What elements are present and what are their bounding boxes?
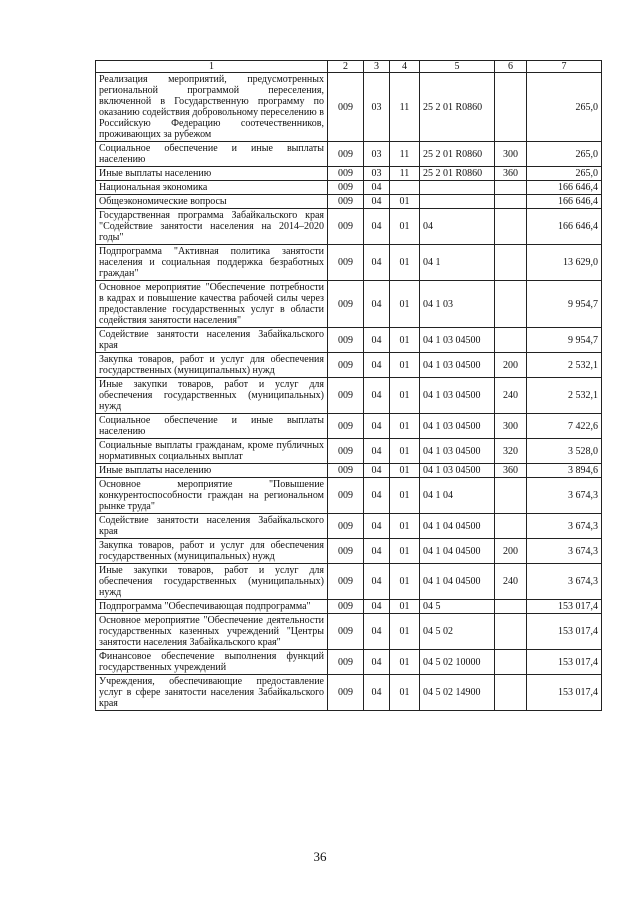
table-row: [96, 650, 602, 675]
amount-cell: 3 528,0: [527, 439, 602, 464]
subsection-code-cell: 11: [390, 73, 420, 142]
table-header-row: [96, 61, 602, 73]
target-article-cell: [420, 195, 495, 209]
expense-type-cell: [495, 73, 527, 142]
amount-cell: 265,0: [527, 142, 602, 167]
expense-type-cell: [495, 181, 527, 195]
row-name-cell: Финансовое обеспечение выполнения функций государственных учреждений: [96, 650, 328, 675]
target-article-cell: 04 1 04 04500: [420, 539, 495, 564]
expense-type-cell: [495, 281, 527, 328]
amount-cell: 9 954,7: [527, 281, 602, 328]
expense-type-cell: 300: [495, 414, 527, 439]
amount-cell: 153 017,4: [527, 650, 602, 675]
target-article-cell: 04 5 02: [420, 614, 495, 650]
header-cell: 4: [390, 61, 420, 73]
subsection-code-cell: 01: [390, 353, 420, 378]
target-article-cell: 25 2 01 R0860: [420, 73, 495, 142]
subsection-code-cell: 01: [390, 600, 420, 614]
row-name-cell: Общеэкономические вопросы: [96, 195, 328, 209]
row-name-cell: Иные закупки товаров, работ и услуг для обеспечения государственных (муниципальных) нужд: [96, 564, 328, 600]
row-name-cell: Основное мероприятие "Повышение конкурентоспособности граждан на региональном рынке труда": [96, 478, 328, 514]
table-row: [96, 142, 602, 167]
chapter-code-cell: 009: [328, 464, 364, 478]
section-code-cell: 04: [364, 600, 390, 614]
target-article-cell: 04 5 02 10000: [420, 650, 495, 675]
amount-cell: 3 674,3: [527, 564, 602, 600]
chapter-code-cell: 009: [328, 378, 364, 414]
amount-cell: 153 017,4: [527, 600, 602, 614]
target-article-cell: [420, 181, 495, 195]
budget-table-body: [96, 61, 602, 711]
target-article-cell: 04 1: [420, 245, 495, 281]
table-row: [96, 439, 602, 464]
subsection-code-cell: 01: [390, 378, 420, 414]
section-code-cell: 04: [364, 614, 390, 650]
section-code-cell: 04: [364, 281, 390, 328]
subsection-code-cell: 01: [390, 564, 420, 600]
table-row: [96, 378, 602, 414]
target-article-cell: 04 1 04: [420, 478, 495, 514]
target-article-cell: 04: [420, 209, 495, 245]
chapter-code-cell: 009: [328, 195, 364, 209]
section-code-cell: 04: [364, 514, 390, 539]
row-name-cell: Национальная экономика: [96, 181, 328, 195]
row-name-cell: Подпрограмма "Активная политика занятости населения и социальная поддержка безработных граждан": [96, 245, 328, 281]
chapter-code-cell: 009: [328, 245, 364, 281]
target-article-cell: 04 1 03 04500: [420, 464, 495, 478]
section-code-cell: 04: [364, 564, 390, 600]
amount-cell: 153 017,4: [527, 675, 602, 711]
row-name-cell: Иные выплаты населению: [96, 464, 328, 478]
section-code-cell: 04: [364, 650, 390, 675]
target-article-cell: 04 5: [420, 600, 495, 614]
target-article-cell: 04 1 03: [420, 281, 495, 328]
chapter-code-cell: 009: [328, 514, 364, 539]
row-name-cell: Содействие занятости населения Забайкальского края: [96, 328, 328, 353]
row-name-cell: Иные выплаты населению: [96, 167, 328, 181]
expense-type-cell: 200: [495, 539, 527, 564]
chapter-code-cell: 009: [328, 564, 364, 600]
table-row: [96, 478, 602, 514]
table-row: [96, 328, 602, 353]
subsection-code-cell: 01: [390, 245, 420, 281]
subsection-code-cell: 01: [390, 414, 420, 439]
chapter-code-cell: 009: [328, 600, 364, 614]
target-article-cell: 04 1 03 04500: [420, 328, 495, 353]
amount-cell: 9 954,7: [527, 328, 602, 353]
table-row: [96, 514, 602, 539]
chapter-code-cell: 009: [328, 414, 364, 439]
subsection-code-cell: 01: [390, 675, 420, 711]
subsection-code-cell: 01: [390, 195, 420, 209]
chapter-code-cell: 009: [328, 328, 364, 353]
subsection-code-cell: 01: [390, 281, 420, 328]
table-row: [96, 600, 602, 614]
budget-table: [95, 60, 602, 711]
row-name-cell: Закупка товаров, работ и услуг для обеспечения государственных (муниципальных) нужд: [96, 353, 328, 378]
subsection-code-cell: 01: [390, 439, 420, 464]
expense-type-cell: 360: [495, 464, 527, 478]
header-cell: 3: [364, 61, 390, 73]
expense-type-cell: [495, 209, 527, 245]
subsection-code-cell: 01: [390, 614, 420, 650]
section-code-cell: 04: [364, 378, 390, 414]
amount-cell: 3 674,3: [527, 539, 602, 564]
amount-cell: 3 894,6: [527, 464, 602, 478]
header-cell: 1: [96, 61, 328, 73]
row-name-cell: Учреждения, обеспечивающие предоставление услуг в сфере занятости населения Забайкальского края: [96, 675, 328, 711]
section-code-cell: 04: [364, 353, 390, 378]
expense-type-cell: [495, 600, 527, 614]
row-name-cell: Основное мероприятие "Обеспечение потребности в кадрах и повышение качества рабочей силы через предоставление государственных услуг в области содействия занятости населения": [96, 281, 328, 328]
subsection-code-cell: 01: [390, 328, 420, 353]
row-name-cell: Содействие занятости населения Забайкальского края: [96, 514, 328, 539]
row-name-cell: Государственная программа Забайкальского края "Содействие занятости населения на 2014–2020 годы": [96, 209, 328, 245]
row-name-cell: Подпрограмма "Обеспечивающая подпрограмма": [96, 600, 328, 614]
chapter-code-cell: 009: [328, 209, 364, 245]
target-article-cell: 04 1 04 04500: [420, 564, 495, 600]
amount-cell: 166 646,4: [527, 209, 602, 245]
table-row: [96, 181, 602, 195]
target-article-cell: 25 2 01 R0860: [420, 167, 495, 181]
row-name-cell: Социальные выплаты гражданам, кроме публичных нормативных социальных выплат: [96, 439, 328, 464]
header-cell: 6: [495, 61, 527, 73]
amount-cell: 2 532,1: [527, 353, 602, 378]
table-row: [96, 245, 602, 281]
subsection-code-cell: 11: [390, 142, 420, 167]
chapter-code-cell: 009: [328, 675, 364, 711]
expense-type-cell: [495, 514, 527, 539]
header-cell: 2: [328, 61, 364, 73]
section-code-cell: 04: [364, 414, 390, 439]
table-row: [96, 353, 602, 378]
table-row: [96, 539, 602, 564]
subsection-code-cell: [390, 181, 420, 195]
table-row: [96, 281, 602, 328]
target-article-cell: 04 1 04 04500: [420, 514, 495, 539]
amount-cell: 13 629,0: [527, 245, 602, 281]
section-code-cell: 03: [364, 167, 390, 181]
section-code-cell: 03: [364, 73, 390, 142]
amount-cell: 265,0: [527, 167, 602, 181]
subsection-code-cell: 11: [390, 167, 420, 181]
expense-type-cell: [495, 328, 527, 353]
chapter-code-cell: 009: [328, 281, 364, 328]
amount-cell: 166 646,4: [527, 195, 602, 209]
section-code-cell: 04: [364, 181, 390, 195]
subsection-code-cell: 01: [390, 514, 420, 539]
subsection-code-cell: 01: [390, 464, 420, 478]
expense-type-cell: 320: [495, 439, 527, 464]
table-row: [96, 564, 602, 600]
expense-type-cell: 240: [495, 378, 527, 414]
expense-type-cell: [495, 614, 527, 650]
section-code-cell: 04: [364, 439, 390, 464]
amount-cell: 3 674,3: [527, 478, 602, 514]
amount-cell: 7 422,6: [527, 414, 602, 439]
target-article-cell: 04 1 03 04500: [420, 353, 495, 378]
table-row: [96, 675, 602, 711]
expense-type-cell: [495, 650, 527, 675]
expense-type-cell: [495, 195, 527, 209]
subsection-code-cell: 01: [390, 478, 420, 514]
subsection-code-cell: 01: [390, 539, 420, 564]
amount-cell: 3 674,3: [527, 514, 602, 539]
table-row: [96, 167, 602, 181]
row-name-cell: Социальное обеспечение и иные выплаты населению: [96, 414, 328, 439]
section-code-cell: 04: [364, 195, 390, 209]
expense-type-cell: 240: [495, 564, 527, 600]
table-row: [96, 209, 602, 245]
chapter-code-cell: 009: [328, 439, 364, 464]
chapter-code-cell: 009: [328, 353, 364, 378]
row-name-cell: Иные закупки товаров, работ и услуг для обеспечения государственных (муниципальных) нужд: [96, 378, 328, 414]
section-code-cell: 04: [364, 328, 390, 353]
header-cell: 5: [420, 61, 495, 73]
expense-type-cell: 200: [495, 353, 527, 378]
section-code-cell: 04: [364, 539, 390, 564]
section-code-cell: 03: [364, 142, 390, 167]
expense-type-cell: 360: [495, 167, 527, 181]
row-name-cell: Основное мероприятие "Обеспечение деятельности государственных казенных учреждений "Центры занятости населения Забайкальского края": [96, 614, 328, 650]
chapter-code-cell: 009: [328, 142, 364, 167]
expense-type-cell: [495, 478, 527, 514]
table-row: [96, 464, 602, 478]
row-name-cell: Закупка товаров, работ и услуг для обеспечения государственных (муниципальных) нужд: [96, 539, 328, 564]
amount-cell: 2 532,1: [527, 378, 602, 414]
target-article-cell: 04 1 03 04500: [420, 414, 495, 439]
page-number: 36: [313, 849, 327, 864]
chapter-code-cell: 009: [328, 650, 364, 675]
chapter-code-cell: 009: [328, 478, 364, 514]
chapter-code-cell: 009: [328, 167, 364, 181]
header-cell: 7: [527, 61, 602, 73]
amount-cell: 153 017,4: [527, 614, 602, 650]
subsection-code-cell: 01: [390, 650, 420, 675]
amount-cell: 265,0: [527, 73, 602, 142]
expense-type-cell: 300: [495, 142, 527, 167]
row-name-cell: Реализация мероприятий, предусмотренных региональной программой переселения, включенной в Государственную программу по оказанию содействия добровольному переселению в Российскую Федерацию соотечественников, проживающих за рубежом: [96, 73, 328, 142]
expense-type-cell: [495, 675, 527, 711]
target-article-cell: 25 2 01 R0860: [420, 142, 495, 167]
section-code-cell: 04: [364, 209, 390, 245]
row-name-cell: Социальное обеспечение и иные выплаты населению: [96, 142, 328, 167]
target-article-cell: 04 1 03 04500: [420, 378, 495, 414]
expense-type-cell: [495, 245, 527, 281]
table-row: [96, 73, 602, 142]
chapter-code-cell: 009: [328, 614, 364, 650]
target-article-cell: 04 5 02 14900: [420, 675, 495, 711]
section-code-cell: 04: [364, 464, 390, 478]
subsection-code-cell: 01: [390, 209, 420, 245]
section-code-cell: 04: [364, 675, 390, 711]
table-row: [96, 414, 602, 439]
table-row: [96, 614, 602, 650]
target-article-cell: 04 1 03 04500: [420, 439, 495, 464]
section-code-cell: 04: [364, 245, 390, 281]
chapter-code-cell: 009: [328, 73, 364, 142]
chapter-code-cell: 009: [328, 181, 364, 195]
chapter-code-cell: 009: [328, 539, 364, 564]
amount-cell: 166 646,4: [527, 181, 602, 195]
table-row: [96, 195, 602, 209]
section-code-cell: 04: [364, 478, 390, 514]
